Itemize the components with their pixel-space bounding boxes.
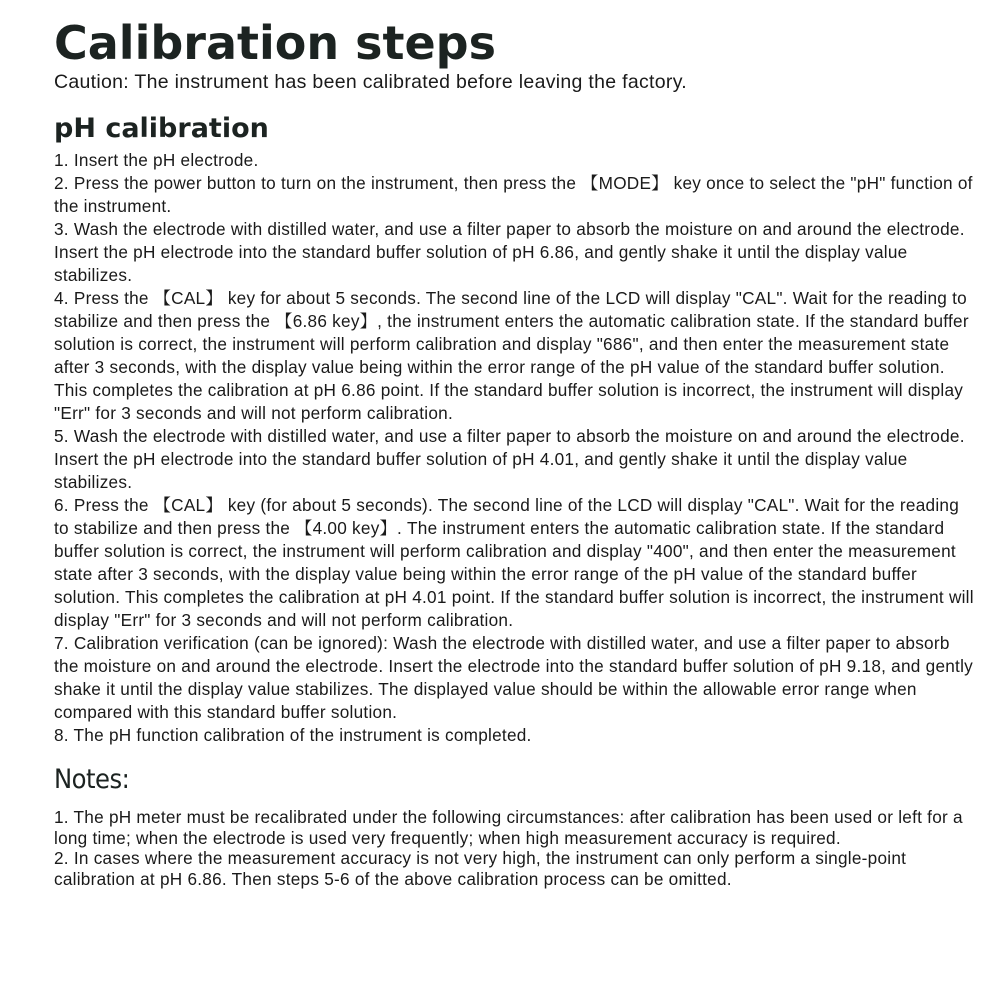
document-page [54, 10, 974, 889]
step-item: 2. Press the power button to turn on the instrument, then press the 【MODE】 key once to select the "pH" function of the instrument. [54, 173, 973, 216]
note-item: 2. In cases where the measurement accuracy is not very high, the instrument can only perform a single-point calibration at pH 6.86. Then steps 5-6 of the above calibration process can be omitted. [54, 848, 907, 889]
step-item: 1. Insert the pH electrode. [54, 150, 259, 170]
calibration-steps-list [54, 149, 974, 747]
note-item: 1. The pH meter must be recalibrated under the following circumstances: after calibration has been used or left for a long time; when the electrode is used very frequently; when high measurement accuracy is required. [54, 807, 963, 848]
step-item: 6. Press the 【CAL】 key (for about 5 seconds). The second line of the LCD will display "CAL". Wait for the reading to stabilize and then press the 【4.00 key】. The instrument enters the automatic calibration state. If the standard buffer solution is correct, the instrument will perform calibration and display "400", and then enter the measurement state after 3 seconds, with the display value being within the error range of the pH value of the standard buffer solution. This completes the calibration at pH 4.01 point. If the standard buffer solution is incorrect, the instrument will display "Err" for 3 seconds and will not perform calibration. [54, 495, 974, 630]
page-title: Calibration steps [54, 16, 496, 70]
notes-heading: Notes: [54, 764, 130, 795]
notes-list [54, 807, 974, 889]
step-item: 3. Wash the electrode with distilled water, and use a filter paper to absorb the moisture on and around the electrode. Insert the pH electrode into the standard buffer solution of pH 6.86, and gently shake it until the display value stabilizes. [54, 219, 965, 285]
step-item: 5. Wash the electrode with distilled water, and use a filter paper to absorb the moisture on and around the electrode. Insert the pH electrode into the standard buffer solution of pH 4.01, and gently shake it until the display value stabilizes. [54, 426, 965, 492]
step-item: 8. The pH function calibration of the instrument is completed. [54, 725, 532, 745]
section-heading-ph-calibration: pH calibration [54, 113, 269, 144]
step-item: 7. Calibration verification (can be ignored): Wash the electrode with distilled water, and use a filter paper to absorb the moisture on and around the electrode. Insert the electrode into the standard buffer solution of pH 9.18, and gently shake it until the display value stabilizes. The displayed value should be within the allowable error range when compared with this standard buffer solution. [54, 633, 973, 722]
step-item: 4. Press the 【CAL】 key for about 5 seconds. The second line of the LCD will display "CAL". Wait for the reading to stabilize and then press the 【6.86 key】, the instrument enters the automatic calibration state. If the standard buffer solution is correct, the instrument will perform calibration and display "686", and then enter the measurement state after 3 seconds, with the display value being within the error range of the pH value of the standard buffer solution. This completes the calibration at pH 6.86 point. If the standard buffer solution is incorrect, the instrument will display "Err" for 3 seconds and will not perform calibration. [54, 288, 969, 423]
caution-text: Caution: The instrument has been calibrated before leaving the factory. [54, 71, 688, 93]
